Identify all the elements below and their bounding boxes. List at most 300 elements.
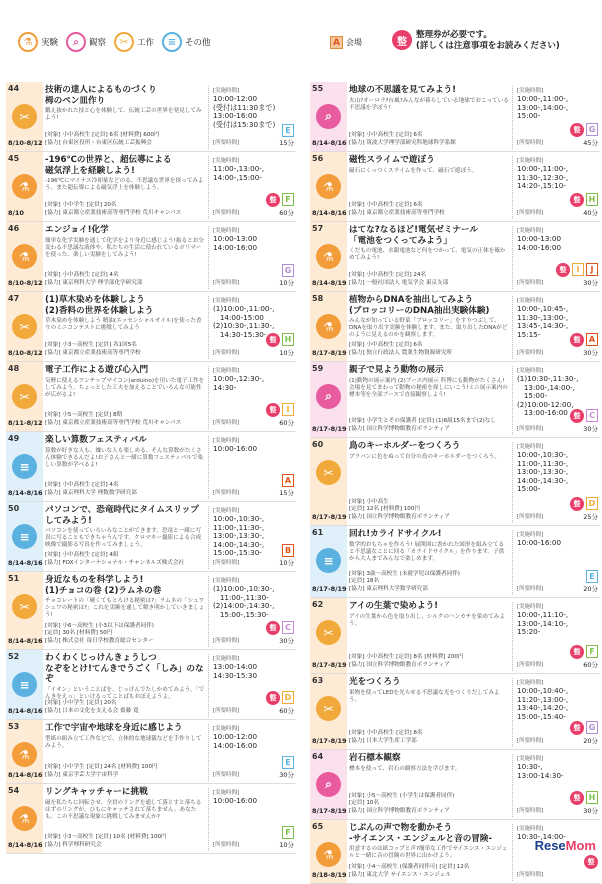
event-target: [対象] 小中学生 [定員] 20名: [45, 700, 117, 706]
event-times: (1)10:00-,10:30-, 11:00-,11:30- (2)14:00-,14:30-, 15:00-,15:30-: [213, 584, 275, 619]
legend-label: 工作: [137, 38, 155, 48]
venue-badge: G: [586, 721, 598, 734]
event-dates: 8/14-8/19: [312, 279, 347, 287]
event-duration: 30分: [583, 349, 598, 357]
legend: [0, 0, 602, 78]
event-title: -196℃の世界と、超伝導による 磁気浮上を経験しよう!: [45, 155, 172, 176]
note-icon: ≡: [162, 32, 182, 52]
event-dates: 8/17-8/19: [312, 737, 347, 745]
event-number: 44: [8, 84, 20, 93]
category-icon: ≡: [12, 454, 37, 479]
card-main: [349, 295, 509, 359]
event-number: 51: [8, 574, 20, 583]
duration-label: [所要時間]: [213, 140, 240, 146]
event-description: 草木染めを体験しよう 精油(エッセンシャルオイル)を使った香りのミニコンテストに挑戦してみよう: [45, 318, 202, 331]
event-description: 用意するのは紙コップと声?簡単な工作でサイエンス・エンジェルと一緒に音の冒険の世界に出かけよう。: [349, 846, 508, 859]
event-description: プラバンに色をぬって自分の鳥のキーホルダーをつくろう。: [349, 453, 500, 460]
venue-badge: H: [586, 193, 598, 206]
category-icon: ✂: [316, 460, 341, 485]
event-times: 10:00-,10:45-, 11:30-,13:00-, 13:45-,14:30-, 15:15-: [517, 304, 569, 339]
event-card: [6, 292, 296, 362]
card-schedule: [208, 86, 296, 149]
event-cooperation: [協力] 国立科学博物館教育ボランティア: [349, 808, 450, 814]
card-side: [310, 526, 347, 597]
event-number: 60: [312, 440, 324, 449]
event-times: (1)10:30-,11:30-, 13:00-,14:00-, 15:00- (2)10:00-12:00, 13:00-16:00: [517, 374, 579, 417]
event-cooperation: [協力] 東京都立産業技術高等専門学校: [45, 350, 141, 356]
legend-label: その他: [185, 38, 211, 48]
duration-label: [所要時間]: [517, 738, 544, 744]
card-badges: [282, 756, 294, 769]
card-side: [310, 820, 347, 883]
card-main: [45, 295, 205, 359]
card-main: [349, 753, 509, 817]
event-card: [310, 438, 600, 526]
card-badges: [266, 621, 294, 635]
card-badges: [584, 855, 598, 869]
legend-item: [162, 32, 211, 52]
schedule-label: [実施時間]: [213, 656, 240, 662]
event-number: 61: [312, 528, 324, 537]
event-cooperation: [協力] 筑波大学理学部研究科地球科学系館: [349, 140, 456, 146]
card-side: [310, 292, 347, 361]
event-target: [対象] 小中高校生 [定員] 6名: [349, 202, 423, 208]
schedule-label: [実施時間]: [517, 756, 544, 762]
card-schedule: [208, 436, 296, 499]
event-times: 10:00-16:00: [213, 444, 258, 453]
event-target: [対象] 小3～高校生 [定員] 10名 [材料費] 100円: [45, 834, 167, 840]
event-card: [310, 598, 600, 674]
event-dates: 8/17-8/19: [312, 661, 347, 669]
event-title: 鳥のキーホルダーをつくろう: [349, 441, 461, 451]
event-cooperation: [協力] 科学理科研究会: [45, 842, 102, 848]
card-schedule: [208, 296, 296, 359]
card-schedule: [208, 654, 296, 717]
legend-label: 実験: [41, 38, 59, 48]
category-icon: ✂: [316, 620, 341, 645]
card-schedule: [208, 724, 296, 781]
event-target: [対象] 小中高校生 [定員] 4名: [45, 482, 119, 488]
event-description: 果物を使ってLEDを光らせる不思議な光をつくりだしてみよう。: [349, 689, 500, 703]
event-card: [310, 82, 600, 152]
event-card: [310, 750, 600, 820]
category-icon: ✂: [12, 594, 37, 619]
card-main: [45, 435, 205, 499]
event-target: [対象] 小4～高校生 (保護者同伴可) [定員] 12名: [349, 864, 470, 870]
event-duration: 20分: [583, 585, 598, 593]
duration-label: [所要時間]: [213, 772, 240, 778]
venue-badge: F: [282, 826, 294, 839]
event-number: 59: [312, 364, 324, 373]
event-cooperation: [協力] FOXインターナショナル・チャンネルズ株式会社: [45, 560, 185, 566]
card-schedule: [512, 602, 600, 671]
event-description: 磁を私たちに回転させ、全員のリングを通して落とすと落ちるはずのリングが、ひもにキャッチされて落ちません。あなたも、この不思議な現象に挑戦してみませんか?: [45, 799, 202, 820]
event-card: [6, 502, 296, 572]
left-column: [6, 82, 296, 854]
event-duration: 60分: [279, 707, 294, 715]
event-card: [310, 362, 600, 438]
duration-label: [所要時間]: [213, 210, 240, 216]
event-card: [6, 152, 296, 222]
event-number: 55: [312, 84, 324, 93]
event-cooperation: [協力] 東京学芸大学宇宙科学: [45, 772, 119, 778]
event-dates: 8/18-8/19: [312, 871, 347, 879]
card-main: [45, 505, 205, 569]
category-icon: ⚗: [316, 842, 341, 867]
event-dates: 8/14-8/16: [312, 139, 347, 147]
venue-badge: A: [282, 474, 294, 487]
card-main: [45, 575, 205, 647]
event-duration: 60分: [583, 661, 598, 669]
schedule-label: [実施時間]: [517, 444, 544, 450]
event-cooperation: [協力] 一般社団法人 電気学会 東京支部: [349, 280, 449, 286]
event-times: 10:00-12:00 14:00-16:00: [213, 732, 258, 750]
ticket-badge: 整: [266, 193, 280, 207]
card-schedule: [208, 506, 296, 569]
category-icon: ⌕: [316, 384, 341, 409]
category-icon: ⌕: [316, 772, 341, 797]
event-target: [対象] 小中学生 [定員] 20名: [45, 202, 117, 208]
event-times: 13:00-14:00 14:30-15:30: [213, 662, 258, 680]
card-side: [6, 784, 43, 853]
venue-badge: F: [282, 193, 294, 206]
event-cooperation: [協力] 日本大学生産工学部: [349, 738, 417, 744]
duration-label: [所要時間]: [517, 140, 544, 146]
event-times: 10:30-, 13:00-14:30-: [517, 762, 564, 780]
event-dates: 8/14-8/16: [8, 771, 43, 779]
event-cooperation: [協力] 国立科学博物館教育ボランティア: [349, 426, 450, 432]
event-card: [6, 222, 296, 292]
event-number: 50: [8, 504, 20, 513]
event-cooperation: [協力] 独立行政法人 農業生物資源研究所: [349, 350, 453, 356]
event-title: 楽しい算数フェスティバル: [45, 435, 147, 445]
event-card: [6, 82, 296, 152]
flask-icon: ⚗: [18, 32, 38, 52]
event-dates: 8/17-8/19: [312, 807, 347, 815]
event-number: 63: [312, 676, 324, 685]
duration-label: [所要時間]: [517, 350, 544, 356]
event-dates: 8/10-8/12: [8, 139, 43, 147]
card-main: [45, 365, 205, 429]
event-number: 62: [312, 600, 324, 609]
duration-label: [所要時間]: [213, 280, 240, 286]
event-duration: 60分: [279, 419, 294, 427]
card-schedule: [208, 788, 296, 851]
ticket-badge: 整: [570, 193, 584, 207]
card-badges: [266, 193, 294, 207]
duration-label: [所要時間]: [213, 490, 240, 496]
event-duration: 30分: [583, 807, 598, 815]
event-target: [対象] 小6～高校生 (小3以下は保護者同伴) [定員] 30名 [材料費] 50円: [45, 623, 154, 636]
schedule-label: [実施時間]: [517, 228, 544, 234]
ticket-badge: 整: [570, 721, 584, 735]
category-icon: ≡: [316, 548, 341, 573]
event-cooperation: [協力] 台東区役所・台東区伝統工芸振興会: [45, 140, 152, 146]
event-description: 簡単な化学実験を通して化学をより身近に感じよう!振るとお分変わる不思議な液体や、私たちの生活に使われているポリマーを使った、楽しい実験をしてみよう!: [45, 237, 204, 258]
ticket-note-line2: (詳しくは注意事項をお読みください): [416, 41, 560, 51]
duration-label: [所要時間]: [517, 280, 544, 286]
card-badges: [282, 544, 294, 557]
card-side: [6, 82, 43, 151]
event-title: パソコンで、恐竜時代にタイムスリップしてみよう!: [45, 505, 199, 526]
ticket-badge: 整: [266, 333, 280, 347]
venue-badge: F: [586, 645, 598, 658]
event-duration: 30分: [583, 279, 598, 287]
schedule-label: [実施時間]: [213, 508, 240, 514]
card-main: [45, 155, 205, 219]
card-side: [310, 438, 347, 525]
card-side: [6, 572, 43, 649]
event-dates: 8/11-8/12: [8, 419, 43, 427]
category-icon: ⚗: [12, 174, 37, 199]
event-description: 数学的おもちゃを作ろう! 展開図に書かれた図形を組み立てると不思議なことに回る「カライドサイクル」を作ります。子供から大人までみんなで楽しめます。: [349, 541, 505, 562]
magnifier-icon: ⌕: [66, 32, 86, 52]
event-cooperation: [協力] 東京理科大学数学研究部: [349, 586, 428, 592]
event-card: [310, 674, 600, 750]
card-schedule: [512, 86, 600, 149]
card-side: [6, 222, 43, 291]
card-schedule: [208, 156, 296, 219]
event-dates: 8/14-8/16: [8, 707, 43, 715]
card-schedule: [512, 156, 600, 219]
category-icon: ⚗: [316, 314, 341, 339]
card-badges: [282, 474, 294, 487]
event-number: 48: [8, 364, 20, 373]
card-main: [349, 155, 509, 219]
event-cooperation: [協力] 東京都立産業技術高等専門学校 荒川キャンパス: [45, 210, 182, 216]
category-icon: ⚗: [12, 806, 37, 831]
category-icon: ✂: [316, 696, 341, 721]
schedule-label: [実施時間]: [517, 826, 544, 832]
event-times: 11:00-,13:00-, 14:00-,15:00-: [213, 164, 265, 182]
card-badges: [570, 409, 598, 423]
ticket-legend: [392, 30, 560, 52]
event-title: 親子で見よう動物の展示: [349, 365, 444, 375]
card-side: [6, 502, 43, 571]
event-duration: 60分: [279, 209, 294, 217]
event-dates: 8/17-8/19: [312, 349, 347, 357]
event-description: パソコンを使っていろいろなことができます。恐竜と一緒に写真に写ることもできちゃうんです。クロマキー撮影による合成映像で撮影る写真を作ってみましょう。: [45, 528, 202, 548]
event-number: 47: [8, 294, 20, 303]
event-duration: 10分: [279, 841, 294, 849]
event-duration: 20分: [583, 737, 598, 745]
venue-legend-label: 会場: [346, 38, 362, 47]
event-title: 磁性スライムで遊ぼう: [349, 155, 435, 165]
card-main: [349, 601, 509, 671]
duration-label: [所要時間]: [517, 662, 544, 668]
card-main: [349, 441, 509, 523]
legend-item: [18, 32, 58, 52]
schedule-label: [実施時間]: [213, 368, 240, 374]
category-icon: ⚗: [12, 244, 37, 269]
event-target: [対象] 小中高校生 [定員] 24名: [349, 272, 427, 278]
event-times: 10:30-,14:00-: [517, 832, 566, 841]
card-side: [6, 720, 43, 783]
event-number: 53: [8, 722, 20, 731]
event-card: [310, 222, 600, 292]
event-card: [6, 720, 296, 784]
event-duration: 40分: [583, 209, 598, 217]
event-number: 57: [312, 224, 324, 233]
event-dates: 8/17-8/19: [312, 585, 347, 593]
event-times: 10:00-,11:10-, 13:00-,14:10-, 15:20-: [517, 610, 569, 636]
card-badges: [570, 333, 598, 347]
card-schedule: [512, 754, 600, 817]
card-badges: [282, 124, 294, 137]
event-times: 10:00-,10:30-, 11:00-,11:30-, 13:00-,13:30-, 14:00-,14:30-, 15:00-: [517, 450, 569, 493]
card-side: [6, 152, 43, 221]
event-dates: 8/10-8/12: [8, 279, 43, 287]
event-times: 10:00-16:00: [517, 538, 562, 547]
event-title: わくわくじっけんきょうしつ なぞをとけ!てんきでうごく「しみ」のなぞ: [45, 653, 204, 684]
duration-label: [所要時間]: [213, 420, 240, 426]
event-dates: 8/17-8/19: [312, 425, 347, 433]
venue-badge: H: [586, 791, 598, 804]
card-side: [310, 222, 347, 291]
card-badges: [586, 570, 598, 583]
card-main: [45, 653, 205, 717]
event-card: [310, 292, 600, 362]
event-target: [対象] 小中高校生 [定員] 6名 [材料費] 600円: [45, 132, 160, 138]
card-badges: [282, 826, 294, 839]
ticket-badge: 整: [584, 855, 598, 869]
legend-label: 観察: [89, 38, 107, 48]
event-title: リングキャッチャーに挑戦: [45, 787, 148, 797]
venue-badge: E: [282, 124, 294, 137]
event-cooperation: [協力] 国立科学博物館教育ボランティア: [349, 662, 450, 668]
event-dates: 8/10-8/12: [8, 349, 43, 357]
category-icon: ⚗: [12, 742, 37, 767]
event-title: 地球の不思議を見てみよう!: [349, 85, 457, 95]
card-badges: [556, 263, 598, 277]
event-description: 火山?オーロラ?台風?みんなが暮らしている地球でおこっている不思議を学ぼう!: [349, 97, 509, 111]
event-dates: 8/14-8/16: [312, 209, 347, 217]
duration-label: [所要時間]: [213, 350, 240, 356]
card-main: [349, 85, 509, 149]
card-side: [310, 674, 347, 749]
card-side: [6, 292, 43, 361]
event-title: 電子工作による遊び心入門: [45, 365, 149, 375]
event-title: アイの生葉で染めよう!: [349, 601, 439, 611]
card-schedule: [512, 366, 600, 435]
schedule-label: [実施時間]: [517, 88, 544, 94]
event-description: 磁石にくっつくスライムを作って、磁石で遊ぼう。: [349, 167, 478, 174]
event-description: 気軽に使えるワンチップマイコン(arduino)を用いた電子工作をしてみよう。ちょっとした工夫を加えることでいろんな可能性が広がるよ!: [45, 377, 205, 398]
event-card: [310, 152, 600, 222]
event-number: 54: [8, 786, 20, 795]
ticket-badge: 整: [570, 333, 584, 347]
event-dates: 8/14-8/16: [8, 559, 43, 567]
card-main: [45, 787, 205, 851]
event-dates: 8/14-8/16: [8, 841, 43, 849]
event-duration: 10分: [279, 279, 294, 287]
event-title: 工作で宇宙や地球を身近に感じよう: [45, 723, 183, 733]
card-side: [6, 362, 43, 431]
duration-label: [所要時間]: [213, 638, 240, 644]
duration-label: [所要時間]: [213, 560, 240, 566]
card-side: [310, 82, 347, 151]
ticket-badge: 整: [570, 123, 584, 137]
event-number: 46: [8, 224, 20, 233]
event-times: 10:00-16:00: [213, 796, 258, 805]
legend-item: [114, 32, 154, 52]
event-cooperation: [協力] 東京理科大学 理学部化学研究部: [45, 280, 143, 286]
venue-badge: H: [282, 333, 294, 346]
card-schedule: [512, 530, 600, 595]
card-schedule: [208, 226, 296, 289]
event-cooperation: [協力] 東北大学 サイエンス・エンジェル: [349, 872, 451, 878]
category-icon: ⚗: [316, 174, 341, 199]
schedule-label: [実施時間]: [517, 298, 544, 304]
event-title: 光をつくろう: [349, 677, 401, 687]
schedule-label: [実施時間]: [517, 368, 544, 374]
duration-label: [所要時間]: [517, 586, 544, 592]
watermark-logo: ReseMom: [534, 838, 596, 853]
scissors-icon: ✂: [114, 32, 134, 52]
event-title: (1)草木染めを体験しよう (2)香料の世界を体験しよう: [45, 295, 154, 316]
card-side: [6, 432, 43, 501]
event-duration: 30分: [279, 771, 294, 779]
event-card: [310, 526, 600, 598]
ticket-badge: 整: [266, 691, 280, 705]
event-number: 45: [8, 154, 20, 163]
ticket-badge: 整: [570, 497, 584, 511]
event-cooperation: [協力] 東京理科大学 理数数学研究部: [45, 490, 137, 496]
card-badges: [266, 403, 294, 417]
event-dates: 8/17-8/19: [312, 513, 347, 521]
event-duration: 25分: [583, 513, 598, 521]
event-description: 型紙の組み立て工作などで、立体的な地球儀などを手作りしてみよう。: [45, 735, 202, 749]
ticket-badge: 整: [570, 645, 584, 659]
event-target: [対象] 小中高校生 [定員] 6名: [349, 342, 423, 348]
card-main: [349, 225, 509, 289]
event-target: [対象] 小中高生 [定員] 12名 [材料費] 100円: [349, 499, 421, 512]
event-title: 身近なものを科学しよう! (1)チョコの巻 (2)ラムネの巻: [45, 575, 162, 596]
venue-badge: D: [282, 691, 294, 704]
event-number: 52: [8, 652, 20, 661]
ticket-badge: 整: [266, 621, 280, 635]
event-cooperation: [協力] 東京都立産業技術高等専門学校: [349, 210, 445, 216]
venue-badge: B: [282, 544, 294, 557]
event-cooperation: [協力] 東京都立産業技術高等専門学校 荒川キャンパス: [45, 420, 182, 426]
event-number: 58: [312, 294, 324, 303]
category-icon: ✂: [12, 384, 37, 409]
venue-badge: E: [586, 570, 598, 583]
event-title: 技術の達人によるものづくり 栂のペン皿作り: [45, 85, 157, 106]
schedule-label: [実施時間]: [213, 228, 240, 234]
event-times: 10:00-,12:30-, 14:30-: [213, 374, 265, 392]
event-duration: 10分: [279, 559, 294, 567]
event-number: 64: [312, 752, 324, 761]
event-times: 10:00-13:00 14:00-16:00: [213, 234, 258, 252]
schedule-label: [実施時間]: [517, 680, 544, 686]
venue-badge: D: [586, 497, 598, 510]
event-description: みんなが知っている野菜「ブロッコリー」をすりつぶして、DNAを取り出す実験を体験します。また、取り出したDNAがどのように見えるのかを観察します。: [349, 318, 508, 338]
event-times: 10:00-,11:00-, 11:30-,12:30-, 14:20-,15:10-: [517, 164, 569, 190]
event-description: チョコレートの「硬くてもとろける秘密は?」ラムネの「シュワシュワの秘密は?」これを実験を通して解き明かしていきましょう!: [45, 598, 205, 618]
card-badges: [266, 333, 294, 347]
card-badges: [282, 264, 294, 277]
event-cooperation: [協力] 国立科学博物館教育ボランティア: [349, 514, 450, 520]
card-main: [349, 365, 509, 435]
event-dates: 8/14-8/16: [8, 489, 43, 497]
duration-label: [所要時間]: [517, 872, 544, 878]
event-description: 「イオン」ということばを、じっけんでたしかめてみよう。「でんきをえっ」といけるってことばもおぼえようよ。: [45, 686, 205, 700]
venue-badge: A: [586, 333, 598, 346]
event-card: [6, 432, 296, 502]
event-dates: 8/10: [8, 209, 24, 217]
venue-legend: [330, 36, 362, 49]
